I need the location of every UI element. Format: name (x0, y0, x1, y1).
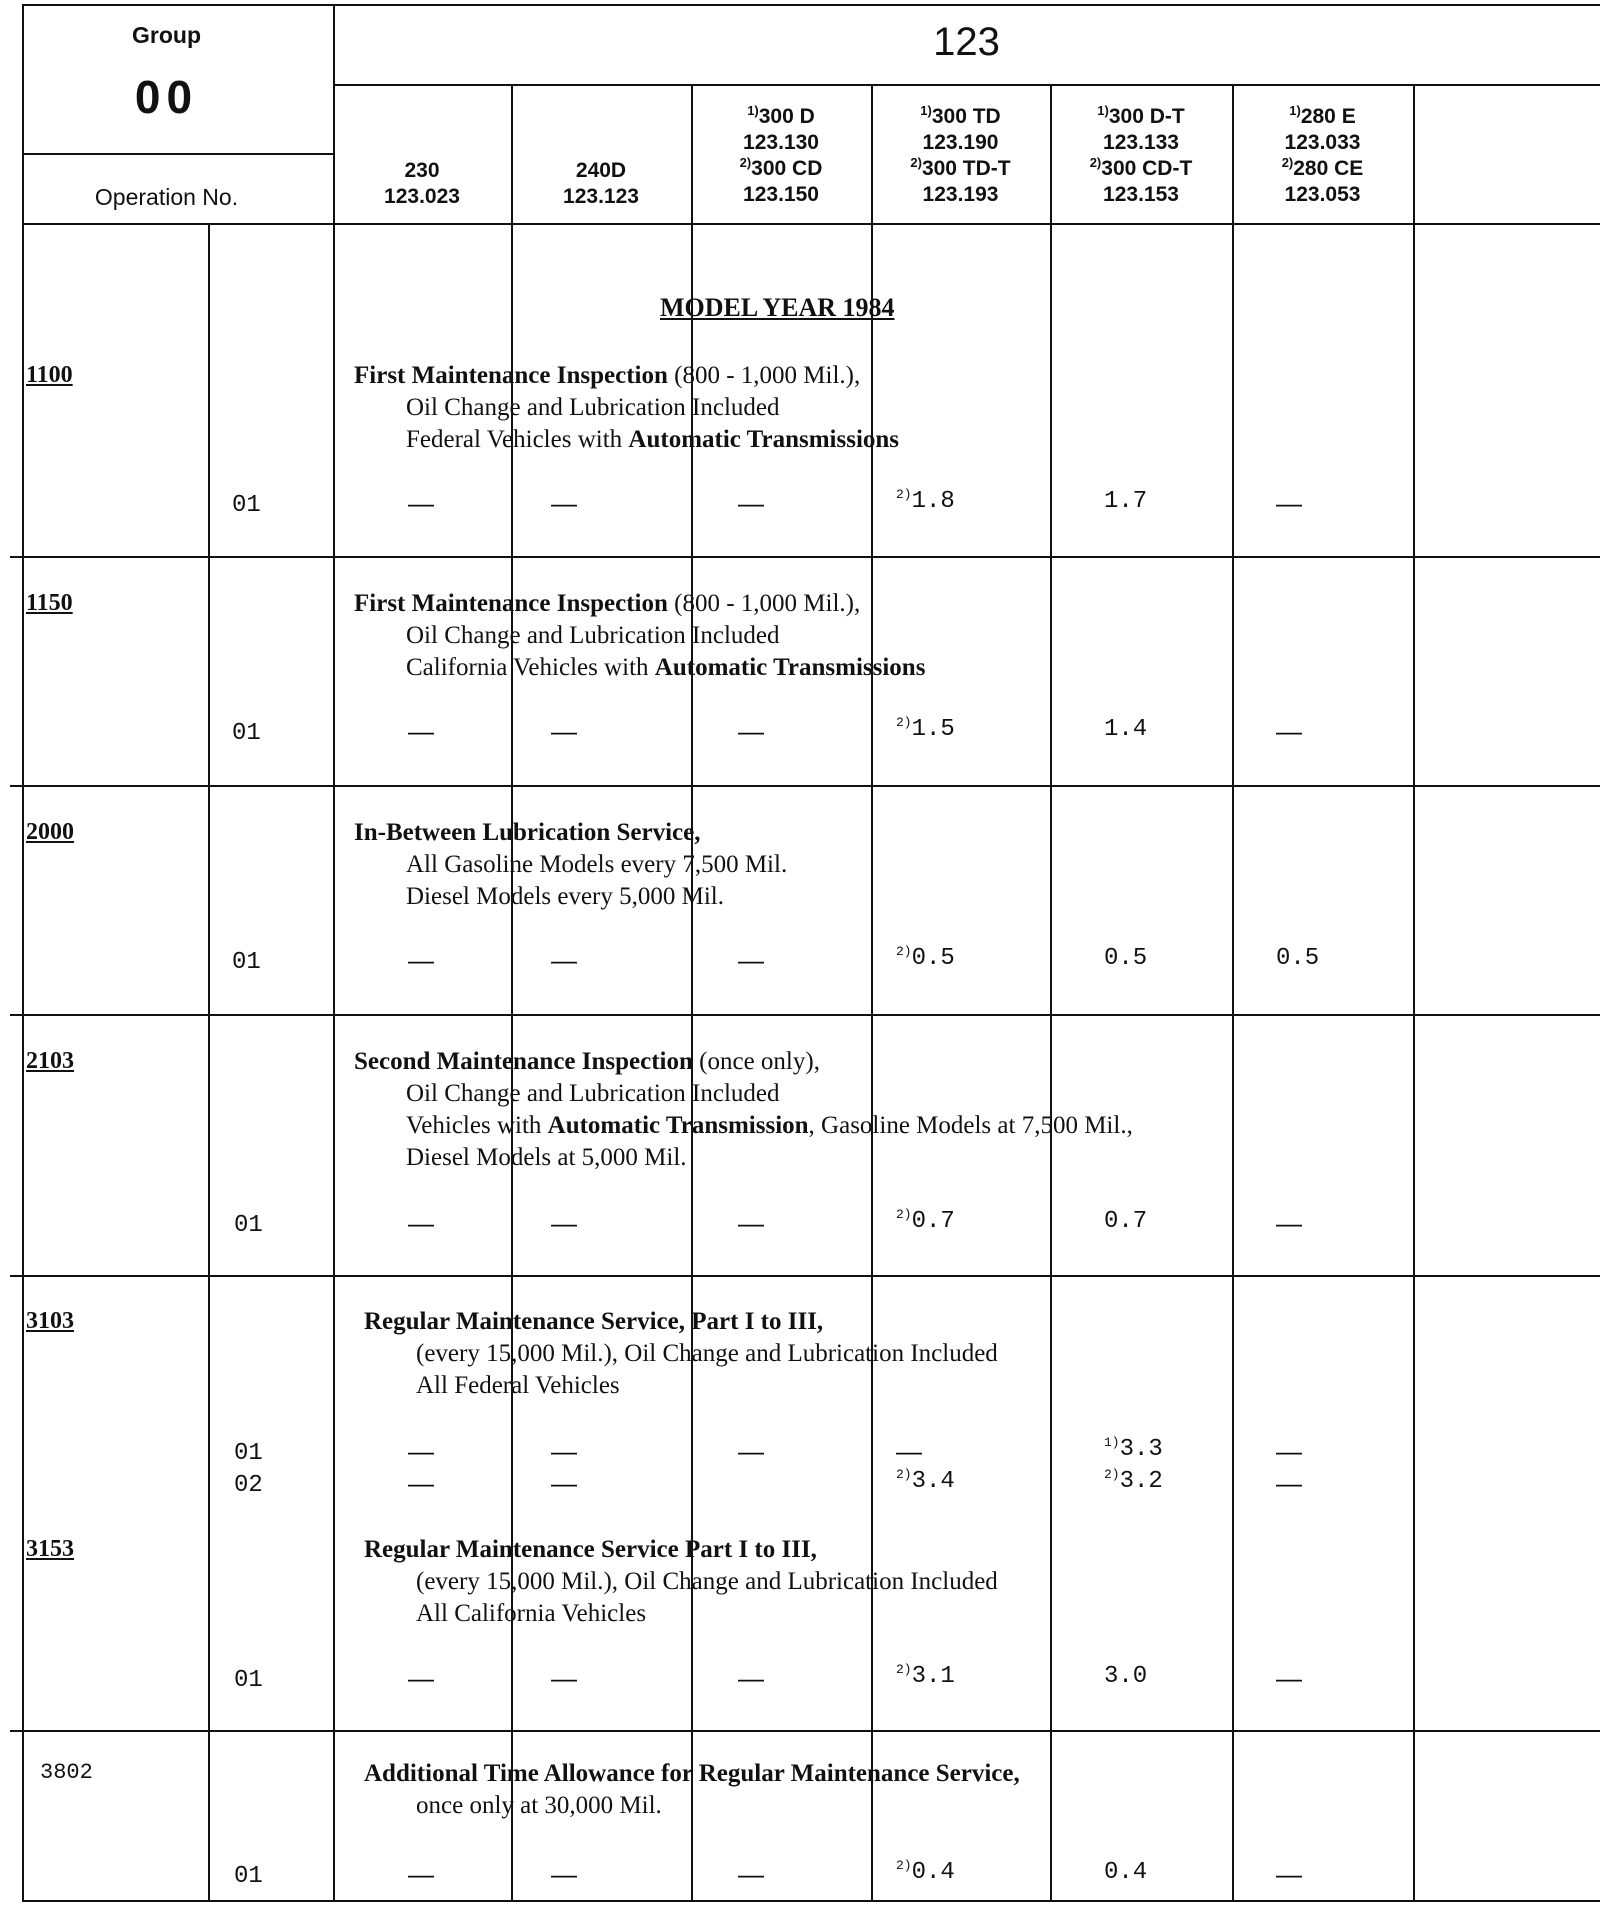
description-line: Diesel Models at 5,000 Mil. (406, 1144, 687, 1171)
header-line-group (22, 153, 333, 155)
description-title: First Maintenance Inspection (354, 590, 668, 617)
time-value: — (408, 1468, 434, 1498)
time-value: — (1276, 1663, 1302, 1693)
description-line-bold: Automatic Transmission (547, 1112, 809, 1139)
description-title-line (364, 1758, 1020, 1790)
time-value: 0.5 (1276, 945, 1320, 972)
time-value: — (738, 1208, 764, 1238)
operation-number: 3103 (26, 1308, 74, 1334)
operation-number: 2000 (26, 819, 74, 845)
operation-description (364, 1758, 1020, 1822)
description-line: once only at 30,000 Mil. (416, 1792, 662, 1819)
description-title-line (354, 817, 787, 849)
time-value: 3.0 (1104, 1663, 1148, 1690)
column-header (333, 158, 511, 210)
sub-operation-number: 01 (234, 1212, 263, 1239)
section-divider (10, 1275, 1600, 1277)
time-value: — (738, 488, 764, 518)
description-title: Regular Maintenance Service Part I to III, (364, 1536, 817, 1563)
time-value: — (408, 1436, 434, 1466)
description-title-line (364, 1306, 998, 1338)
time-value: — (738, 945, 764, 975)
description-line: Oil Change and Lubrication Included (406, 622, 780, 649)
time-value: — (551, 1208, 577, 1238)
description-line-rest: , Gasoline Models at 7,500 Mil., (808, 1112, 1133, 1139)
description-line: (every 15,000 Mil.), Oil Change and Lubrication Included (416, 1568, 998, 1595)
description-title-rest: (800 - 1,000 Mil.), (667, 362, 861, 389)
time-value: — (408, 1663, 434, 1693)
operation-number: 2103 (26, 1048, 74, 1074)
description-title: Regular Maintenance Service, Part I to III, (364, 1308, 824, 1335)
column-header (871, 104, 1050, 208)
description-title: Additional Time Allowance for Regular Maintenance Service, (364, 1760, 1020, 1787)
description-line-plain: Federal Vehicles with (406, 426, 629, 453)
time-value: — (1276, 1436, 1302, 1466)
operation-number: 1100 (26, 362, 73, 388)
time-value: — (738, 1436, 764, 1466)
time-value: — (408, 945, 434, 975)
column-header-line: 230 (404, 159, 440, 182)
column-header-line: $^{1)}$280 E (1289, 103, 1356, 128)
operation-description (354, 360, 899, 456)
description-title-line (364, 1534, 998, 1566)
time-value: $^{2)}$3.2 (1104, 1467, 1163, 1495)
column-header-line: 123.023 (384, 185, 460, 208)
description-title-line (354, 588, 925, 620)
description-line (354, 1110, 1133, 1142)
sub-operation-number: 01 (232, 492, 261, 519)
description-line: All California Vehicles (416, 1600, 647, 1627)
description-title-rest: (once only), (692, 1048, 820, 1075)
time-value: $^{2)}$1.5 (896, 715, 955, 743)
time-value: $^{2)}$3.4 (896, 1467, 955, 1495)
time-value: $^{2)}$0.5 (896, 944, 955, 972)
operation-no-label: Operation No. (94, 184, 239, 210)
time-value: — (551, 945, 577, 975)
description-line: (every 15,000 Mil.), Oil Change and Lubrication Included (416, 1340, 998, 1367)
time-value: 1.4 (1104, 716, 1148, 743)
column-header-line: 123.133 (1103, 131, 1179, 154)
column-header (511, 158, 691, 210)
model-year-heading: MODEL YEAR 1984 (660, 293, 895, 322)
time-value: — (551, 1859, 577, 1889)
column-divider (208, 223, 210, 1902)
description-title: First Maintenance Inspection (354, 362, 668, 389)
column-header-line: 123.130 (743, 131, 819, 154)
sub-operation-number: 01 (232, 949, 261, 976)
time-value: — (738, 1859, 764, 1889)
operation-number: 3802 (40, 1760, 93, 1785)
time-value: $^{2)}$0.4 (896, 1858, 955, 1886)
group-number: 00 (134, 71, 199, 123)
border-bottom (22, 1900, 1600, 1902)
column-header-line: $^{2)}$300 CD (739, 155, 823, 180)
operation-description (364, 1306, 998, 1402)
time-value: $^{2)}$1.8 (896, 487, 955, 515)
sub-operation-number: 01 (234, 1863, 263, 1890)
description-line (354, 652, 925, 684)
section-divider (10, 556, 1600, 558)
description-line-plain: California Vehicles with (406, 654, 655, 681)
time-value: — (738, 1663, 764, 1693)
column-header-line: 240D (575, 159, 627, 182)
description-line: Diesel Models every 5,000 Mil. (406, 883, 725, 910)
description-line-plain: Vehicles with (406, 1112, 548, 1139)
time-value: — (551, 716, 577, 746)
group-label: Group (132, 22, 201, 48)
operation-description (354, 817, 787, 913)
sub-operation-number: 02 (234, 1472, 263, 1499)
description-title-rest: (800 - 1,000 Mil.), (667, 590, 861, 617)
description-title-line (354, 360, 899, 392)
model-number: 123 (933, 20, 1000, 64)
sub-operation-number: 01 (232, 720, 261, 747)
sub-operation-number: 01 (234, 1440, 263, 1467)
header-line-model (333, 84, 1600, 86)
time-value: — (896, 1436, 922, 1466)
section-divider (10, 1730, 1600, 1732)
column-header (1050, 104, 1232, 208)
column-divider (1050, 84, 1052, 1902)
column-header-line: $^{1)}$300 TD (920, 103, 1001, 128)
column-header-line: $^{2)}$280 CE (1281, 155, 1364, 180)
column-header (691, 104, 871, 208)
column-divider (1413, 84, 1415, 1902)
sub-operation-number: 01 (234, 1667, 263, 1694)
time-value: $^{2)}$0.7 (896, 1207, 955, 1235)
description-line-bold: Automatic Transmissions (654, 654, 926, 681)
time-value: — (1276, 488, 1302, 518)
time-value: 0.7 (1104, 1208, 1148, 1235)
column-header-line: 123.190 (922, 131, 999, 154)
column-header-line: $^{1)}$300 D (747, 103, 815, 128)
operation-description (354, 588, 925, 684)
time-value: — (1276, 1859, 1302, 1889)
column-header-line: 123.153 (1103, 183, 1179, 206)
operation-description (354, 1046, 1133, 1174)
description-line-bold: Automatic Transmissions (628, 426, 900, 453)
border-top (22, 4, 1600, 6)
time-value: 0.4 (1104, 1859, 1148, 1886)
column-header-line: $^{2)}$300 CD-T (1089, 155, 1193, 180)
time-value: — (408, 716, 434, 746)
column-divider (1232, 84, 1234, 1902)
column-header-line: 123.123 (563, 185, 639, 208)
time-value: — (1276, 716, 1302, 746)
header-bottom-line (22, 223, 1600, 225)
column-header-line: 123.193 (922, 183, 999, 206)
section-divider (10, 785, 1600, 787)
time-value: — (551, 488, 577, 518)
time-value: $^{2)}$3.1 (896, 1662, 955, 1690)
time-value: — (551, 1436, 577, 1466)
column-header-line: $^{1)}$300 D-T (1097, 103, 1185, 128)
description-line: Oil Change and Lubrication Included (406, 1080, 780, 1107)
time-value: — (551, 1663, 577, 1693)
description-title: In-Between Lubrication Service, (354, 819, 701, 846)
time-value: — (1276, 1468, 1302, 1498)
description-title-line (354, 1046, 1133, 1078)
time-value: $^{1)}$3.3 (1104, 1435, 1163, 1463)
description-line: Oil Change and Lubrication Included (406, 394, 780, 421)
time-value: — (408, 1208, 434, 1238)
time-value: — (1276, 1208, 1302, 1238)
column-divider (333, 4, 335, 1902)
description-title: Second Maintenance Inspection (354, 1048, 693, 1075)
section-divider (10, 1014, 1600, 1016)
operation-number: 1150 (26, 590, 73, 616)
operation-description (364, 1534, 998, 1630)
description-line: All Gasoline Models every 7,500 Mil. (406, 851, 788, 878)
column-header-line: 123.033 (1284, 131, 1361, 154)
operation-number: 3153 (26, 1536, 74, 1562)
column-header-line: 123.053 (1284, 183, 1361, 206)
column-header (1232, 104, 1413, 208)
column-header-line: $^{2)}$300 TD-T (910, 155, 1011, 180)
time-value: — (408, 488, 434, 518)
time-value: — (408, 1859, 434, 1889)
time-value: — (551, 1468, 577, 1498)
time-value: — (738, 716, 764, 746)
time-value: 1.7 (1104, 488, 1148, 515)
description-line (354, 424, 899, 456)
column-header-line: 123.150 (743, 183, 819, 206)
time-value: 0.5 (1104, 945, 1148, 972)
description-line: All Federal Vehicles (416, 1372, 620, 1399)
border-left (22, 4, 24, 1902)
